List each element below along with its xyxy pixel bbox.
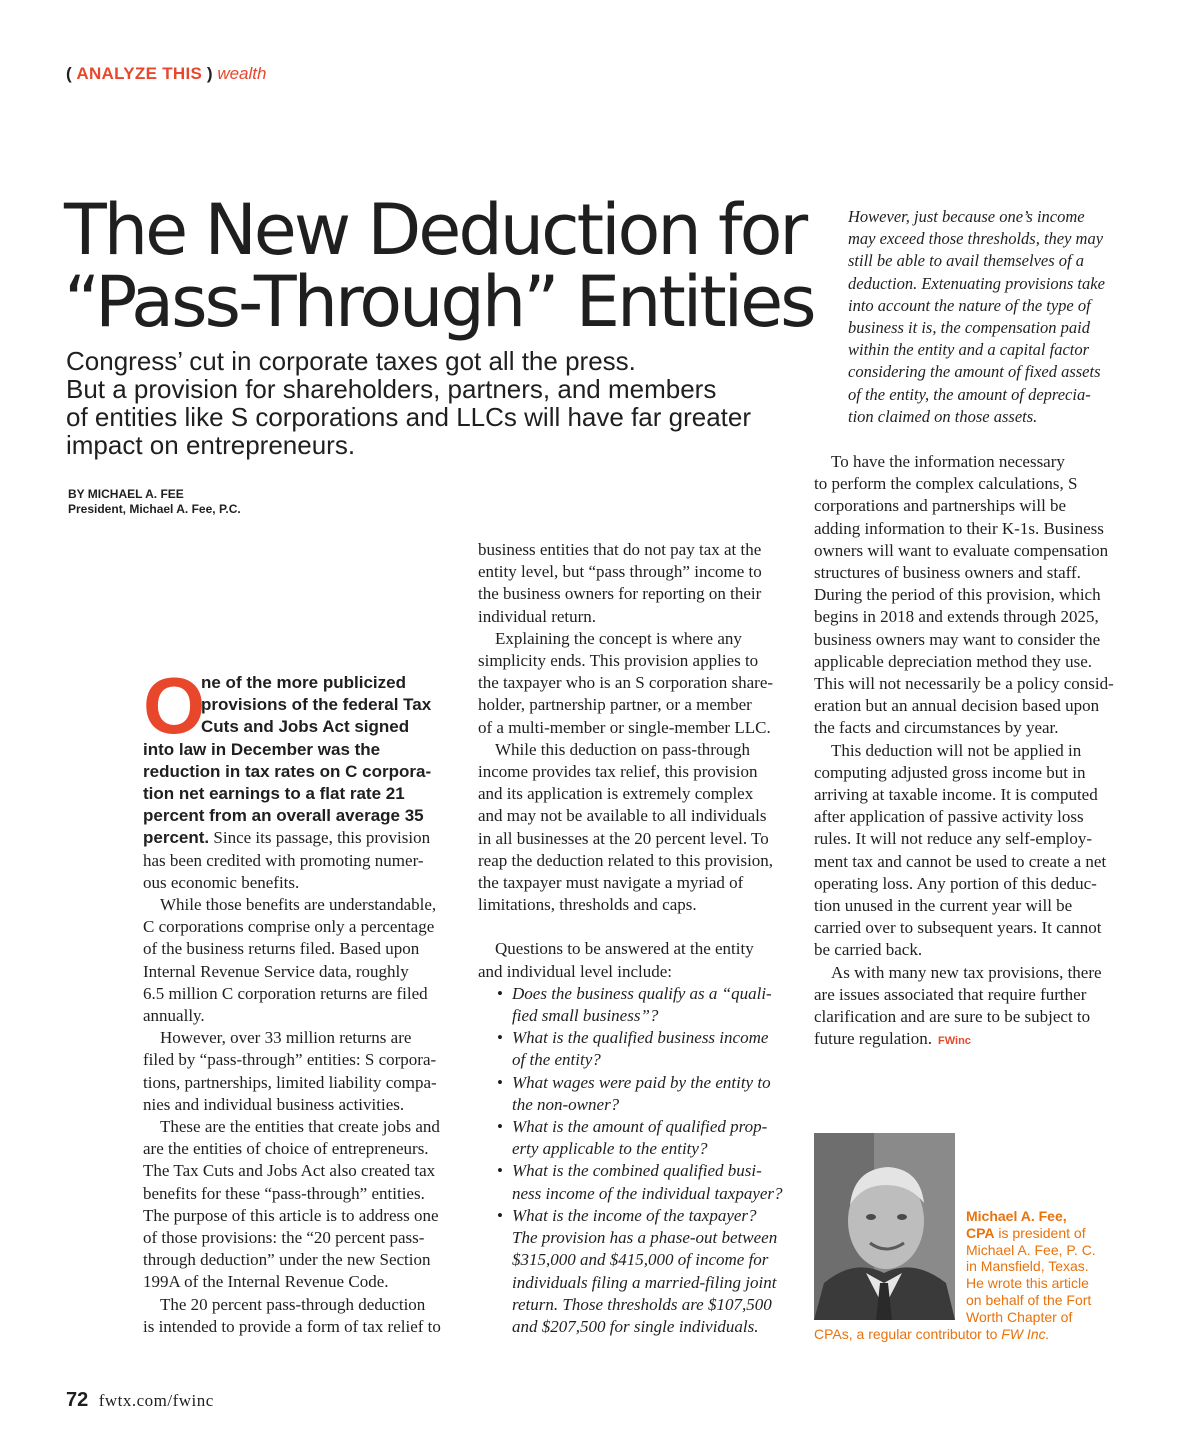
- body-line: During the period of this provision, which: [814, 585, 1101, 605]
- question-line: of the entity?: [512, 1050, 601, 1070]
- question-line: What is the income of the taxpayer?: [512, 1205, 757, 1225]
- article-column-1: [143, 661, 453, 1338]
- question-line: What wages were paid by the entity to: [512, 1072, 771, 1092]
- italic-continuation: [848, 206, 1148, 428]
- body-line: ment tax and cannot be used to create a net: [814, 851, 1107, 871]
- question-line: fied small business”?: [512, 1006, 659, 1026]
- page-folio: [66, 1389, 214, 1412]
- body-line: income provides tax relief, this provision: [478, 762, 758, 782]
- lead-last: percent.: [143, 828, 210, 848]
- body-line: owners will want to evaluate compensation: [814, 540, 1109, 560]
- italic-line: into account the nature of the type of: [848, 295, 1091, 315]
- body-line: be carried back.: [814, 940, 923, 960]
- italic-line: within the entity and a capital factor: [848, 340, 1090, 360]
- italic-line: of the entity, the amount of deprecia-: [848, 384, 1091, 404]
- question-line: $315,000 and $415,000 of income for: [512, 1250, 769, 1270]
- article-headline: [64, 189, 814, 343]
- body-line: has been credited with promoting numer-: [143, 850, 424, 870]
- body-line: C corporations comprise only a percentage: [143, 917, 435, 937]
- bio-line: Worth Chapter of: [966, 1308, 1073, 1325]
- body-line: through deduction” under the new Section: [143, 1250, 431, 1270]
- body-line: tion unused in the current year will be: [814, 896, 1073, 916]
- article-dek: [66, 347, 766, 459]
- italic-line: deduction. Extenuating provisions take: [848, 273, 1105, 293]
- body-line: To have the information necessary: [831, 452, 1065, 471]
- bio-credential: CPA: [966, 1224, 995, 1241]
- italic-line: considering the amount of fixed assets: [848, 362, 1101, 382]
- body-line: simplicity ends. This provision applies to: [478, 651, 759, 671]
- body-line: arriving at taxable income. It is computed: [814, 785, 1098, 805]
- questions-intro-line: and individual level include:: [478, 961, 673, 981]
- end-mark-logo: FWinc: [938, 1035, 971, 1048]
- body-line: As with many new tax provisions, there: [831, 962, 1102, 982]
- question-line: and $207,500 for single individuals.: [512, 1316, 759, 1336]
- question-line: ness income of the individual taxpayer?: [512, 1183, 783, 1203]
- question-item: [478, 1116, 798, 1160]
- body-line: tions, partnerships, limited liability compa-: [143, 1072, 437, 1092]
- article-column-3: [814, 451, 1134, 1052]
- lead-line: reduction in tax rates on C corpora-: [143, 761, 432, 781]
- headline-line: The New Deduction for: [64, 189, 806, 271]
- body-line: corporations and partnerships will be: [814, 496, 1067, 516]
- bio-publication: FW Inc.: [1001, 1325, 1050, 1342]
- byline-author: BY MICHAEL A. FEE: [68, 487, 184, 501]
- question-item: [478, 1160, 798, 1204]
- lead-line: percent from an overall average 35: [143, 806, 424, 826]
- section-close-paren: ): [206, 64, 213, 83]
- body-line: operating loss. Any portion of this deduc-: [814, 873, 1097, 893]
- article-column-2: [478, 539, 798, 1338]
- drop-cap: O: [143, 661, 206, 750]
- body-line: are the entities of choice of entrepreneurs.: [143, 1139, 429, 1159]
- body-line: This deduction will not be applied in: [831, 740, 1082, 760]
- section-open-paren: (: [66, 64, 72, 83]
- body-line: Internal Revenue Service data, roughly: [143, 961, 409, 981]
- question-line: erty applicable to the entity?: [512, 1139, 708, 1159]
- body-line: The purpose of this article is to address one: [143, 1205, 439, 1225]
- questions-intro-line: Questions to be answered at the entity: [495, 939, 754, 959]
- body-line: computing adjusted gross income but in: [814, 762, 1086, 782]
- body-line: holder, partnership partner, or a member: [478, 695, 752, 715]
- bullet-icon: •: [497, 983, 503, 1003]
- bio-text: CPAs, a regular contributor to: [814, 1325, 1002, 1342]
- question-line: What is the qualified business income: [512, 1028, 769, 1048]
- body-line: benefits for these “pass-through” entities.: [143, 1183, 425, 1203]
- questions-list: [478, 983, 798, 1338]
- site-url: fwtx.com/fwinc: [98, 1391, 214, 1410]
- body-line: clarification and are sure to be subject to: [814, 1007, 1091, 1027]
- lead-line: into law in December was the: [143, 739, 381, 759]
- question-line: individuals filing a married-filing joint: [512, 1272, 777, 1292]
- body-line: of the business returns filed. Based upon: [143, 939, 420, 959]
- dek-line: Congress’ cut in corporate taxes got all the press.: [66, 346, 636, 376]
- body-line: individual return.: [478, 606, 597, 626]
- body-line: of a multi-member or single-member LLC.: [478, 717, 771, 737]
- body-line: business entities that do not pay tax at the: [478, 540, 762, 559]
- lead-line: ne of the more publicized: [201, 673, 406, 692]
- body-line: applicable depreciation method they use.: [814, 651, 1093, 671]
- italic-line: tion claimed on those assets.: [848, 406, 1038, 426]
- body-line: filed by “pass-through” entities: S corpora-: [143, 1050, 437, 1070]
- section-category: wealth: [217, 64, 267, 83]
- italic-line: business it is, the compensation paid: [848, 318, 1090, 338]
- italic-line: may exceed those thresholds, they may: [848, 229, 1104, 249]
- body-line: and may not be available to all individuals: [478, 806, 767, 826]
- question-line: Does the business qualify as a “quali-: [512, 983, 772, 1003]
- body-text: Since its passage, this provision: [209, 828, 431, 848]
- question-line: the non-owner?: [512, 1094, 620, 1114]
- dek-line: impact on entrepreneurs.: [66, 430, 356, 460]
- body-line: structures of business owners and staff.: [814, 563, 1081, 583]
- dek-line: But a provision for shareholders, partners, and members: [66, 374, 717, 404]
- headline-line: “Pass-Through” Entities: [64, 261, 814, 343]
- body-text: future regulation.: [814, 1029, 933, 1049]
- dek-line: of entities like S corporations and LLCs will have far greater: [66, 402, 752, 432]
- body-line: and its application is extremely complex: [478, 784, 754, 804]
- author-bio: [814, 1208, 1114, 1342]
- body-line: entity level, but “pass through” income to: [478, 562, 762, 582]
- body-line: the business owners for reporting on their: [478, 584, 762, 604]
- body-line: eration but an annual decision based upon: [814, 696, 1100, 716]
- body-line: However, over 33 million returns are: [160, 1028, 412, 1048]
- italic-line: However, just because one’s income: [848, 207, 1085, 226]
- byline: [68, 487, 241, 517]
- question-item: [478, 1027, 798, 1071]
- paragraph-gap: [478, 916, 798, 938]
- body-line: of those provisions: the “20 percent pass-: [143, 1228, 425, 1248]
- question-item: [478, 1072, 798, 1116]
- bio-line: He wrote this article: [966, 1275, 1089, 1292]
- body-line: ous economic benefits.: [143, 872, 300, 892]
- body-line: adding information to their K-1s. Business: [814, 518, 1104, 538]
- body-line: after application of passive activity loss: [814, 807, 1084, 827]
- lead-line: provisions of the federal Tax: [201, 695, 432, 715]
- body-line: the facts and circumstances by year.: [814, 718, 1059, 738]
- page-number: 72: [66, 1389, 89, 1411]
- body-line: While this deduction on pass-through: [495, 739, 750, 759]
- body-line: 6.5 million C corporation returns are filed: [143, 983, 428, 1003]
- lead-line: tion net earnings to a flat rate 21: [143, 784, 405, 804]
- body-line: While those benefits are understandable,: [160, 895, 437, 915]
- bio-line: on behalf of the Fort: [966, 1291, 1092, 1308]
- bullet-icon: •: [497, 1117, 503, 1137]
- question-line: return. Those thresholds are $107,500: [512, 1294, 772, 1314]
- question-line: What is the combined qualified busi-: [512, 1161, 762, 1181]
- bio-line: Michael A. Fee, P. C.: [966, 1241, 1096, 1258]
- body-line: is intended to provide a form of tax relief to: [143, 1316, 441, 1336]
- italic-line: still be able to avail themselves of a: [848, 251, 1084, 271]
- lead-transition-line: [143, 827, 453, 849]
- body-line: Explaining the concept is where any: [495, 628, 742, 648]
- question-line: The provision has a phase-out between: [512, 1228, 778, 1248]
- body-line: are issues associated that require further: [814, 984, 1087, 1004]
- question-line: What is the amount of qualified prop-: [512, 1117, 768, 1137]
- question-item: [478, 1205, 798, 1338]
- body-line: The 20 percent pass-through deduction: [160, 1294, 426, 1314]
- body-line: limitations, thresholds and caps.: [478, 895, 697, 915]
- body-line: reap the deduction related to this provision,: [478, 850, 774, 870]
- body-line: business owners may want to consider the: [814, 629, 1101, 649]
- body-line: The Tax Cuts and Jobs Act also created tax: [143, 1161, 436, 1181]
- bio-text: is president of: [994, 1224, 1086, 1241]
- body-line: to perform the complex calculations, S: [814, 474, 1078, 494]
- bio-line: [814, 1225, 1114, 1242]
- section-tag: [66, 64, 266, 84]
- question-item: [478, 983, 798, 1027]
- body-line: annually.: [143, 1006, 205, 1026]
- final-line: [814, 1028, 1134, 1052]
- bullet-icon: •: [497, 1161, 503, 1181]
- bio-name: Michael A. Fee,: [966, 1208, 1067, 1224]
- bullet-icon: •: [497, 1072, 503, 1092]
- body-line: rules. It will not reduce any self-employ-: [814, 829, 1093, 849]
- bullet-icon: •: [497, 1205, 503, 1225]
- body-line: the taxpayer who is an S corporation share-: [478, 673, 774, 693]
- byline-title: President, Michael A. Fee, P.C.: [68, 502, 241, 516]
- bio-line: [814, 1326, 1114, 1343]
- section-label: ANALYZE THIS: [76, 64, 203, 83]
- body-line: the taxpayer must navigate a myriad of: [478, 873, 744, 893]
- body-line: in all businesses at the 20 percent level. To: [478, 828, 769, 848]
- body-line: carried over to subsequent years. It cannot: [814, 918, 1102, 938]
- body-line: begins in 2018 and extends through 2025,: [814, 607, 1099, 627]
- body-line: This will not necessarily be a policy consid-: [814, 674, 1114, 694]
- lead-line: Cuts and Jobs Act signed: [201, 717, 410, 737]
- body-line: 199A of the Internal Revenue Code.: [143, 1272, 389, 1292]
- bullet-icon: •: [497, 1028, 503, 1048]
- bio-line: in Mansfield, Texas.: [966, 1258, 1089, 1275]
- body-line: These are the entities that create jobs and: [160, 1117, 440, 1137]
- body-line: nies and individual business activities.: [143, 1094, 405, 1114]
